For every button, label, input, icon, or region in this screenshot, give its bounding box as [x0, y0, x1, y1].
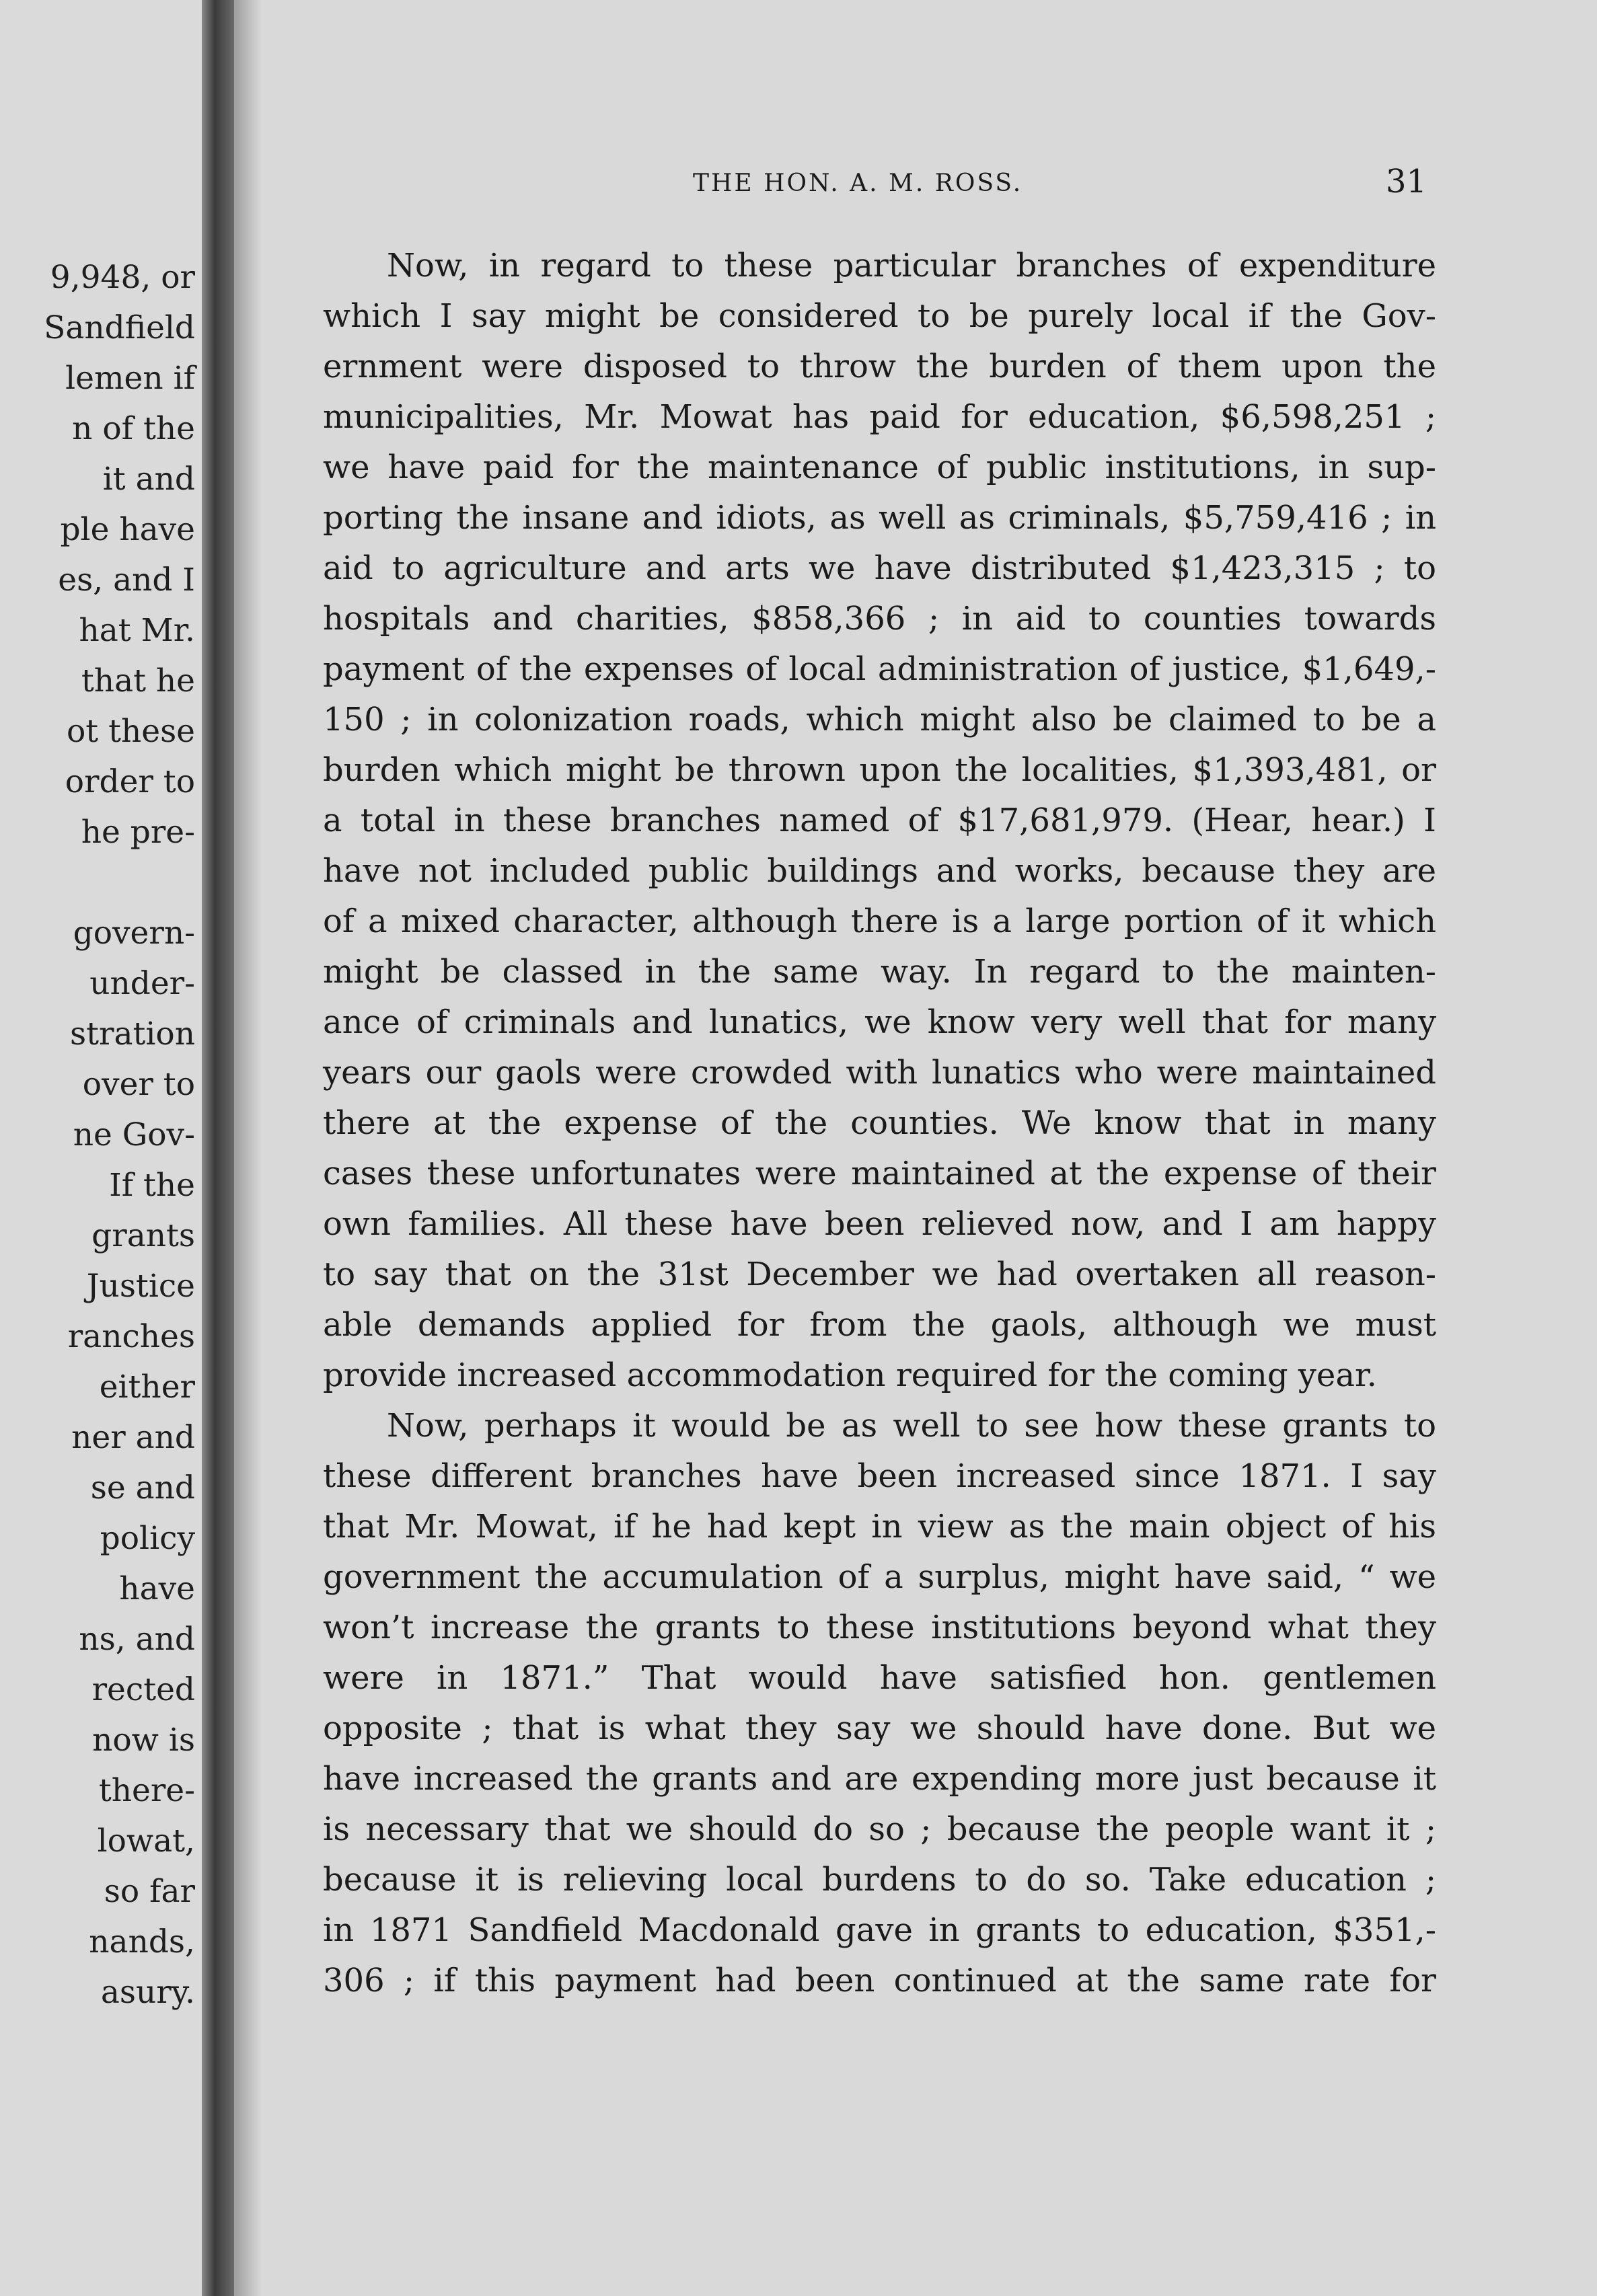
body-line: own families. All these have been relieved now, and I am happy: [323, 1205, 1436, 1243]
left-page-line: so far: [104, 1873, 195, 1910]
body-line: payment of the expenses of local administration of justice, $1,649,-: [323, 650, 1436, 688]
left-page-line: under-: [89, 965, 195, 1002]
left-page-line: govern-: [73, 915, 195, 952]
left-page-line: If the: [109, 1167, 195, 1204]
left-page-line: lowat,: [97, 1823, 195, 1860]
body-line: a total in these branches named of $17,681,979. (Hear, hear.) I: [323, 802, 1436, 839]
left-page-line: he pre-: [81, 814, 195, 851]
left-page-fragment: [0, 0, 202, 2296]
body-line: 150 ; in colonization roads, which might also be claimed to be a: [323, 701, 1436, 738]
left-page-line: ner and: [71, 1419, 195, 1456]
body-line: is necessary that we should do so ; because the people want it ;: [323, 1810, 1436, 1848]
body-line: burden which might be thrown upon the localities, $1,393,481, or: [323, 751, 1436, 789]
body-line: years our gaols were crowded with lunatics who were maintained: [323, 1054, 1436, 1092]
running-head: THE HON. A. M. ROSS.: [693, 169, 1023, 197]
left-page-line: grants: [91, 1217, 195, 1254]
body-line: ance of criminals and lunatics, we know very well that for many: [323, 1003, 1436, 1041]
left-page-line: hat Mr.: [79, 612, 195, 649]
body-line: have not included public buildings and works, because they are: [323, 852, 1436, 890]
left-page-line: order to: [65, 763, 195, 800]
body-line: that Mr. Mowat, if he had kept in view as the main object of his: [323, 1508, 1436, 1545]
left-page-line: there-: [98, 1772, 195, 1809]
left-page-line: Justice: [86, 1268, 195, 1305]
left-page-line: se and: [90, 1469, 195, 1506]
left-page-line: have: [119, 1570, 195, 1607]
body-line: to say that on the 31st December we had overtaken all reason-: [323, 1256, 1436, 1293]
body-line: we have paid for the maintenance of public institutions, in sup-: [323, 449, 1436, 486]
left-page-line: nands,: [89, 1923, 195, 1960]
body-line: there at the expense of the counties. We know that in many: [323, 1104, 1436, 1142]
body-line: were in 1871.” That would have satisfied hon. gentlemen: [323, 1659, 1436, 1697]
left-page-line: ple have: [60, 511, 195, 548]
body-line: porting the insane and idiots, as well as criminals, $5,759,416 ; in: [323, 499, 1436, 537]
body-line: these different branches have been increased since 1871. I say: [323, 1457, 1436, 1495]
left-page-line: n of the: [72, 410, 195, 447]
body-line: provide increased accommodation required for the coming year.: [323, 1356, 1377, 1394]
left-page-line: rected: [91, 1671, 195, 1708]
left-page-line: now is: [92, 1722, 195, 1759]
body-line: Now, in regard to these particular branches of expenditure: [387, 247, 1436, 284]
left-page-line: ns, and: [79, 1621, 195, 1658]
body-line: of a mixed character, although there is a large portion of it which: [323, 903, 1436, 940]
book-gutter: [202, 0, 234, 2296]
body-line: opposite ; that is what they say we should have done. But we: [323, 1710, 1436, 1747]
body-line: won’t increase the grants to these institutions beyond what they: [323, 1609, 1436, 1646]
left-page-line: Sandfield: [44, 309, 195, 346]
body-line: municipalities, Mr. Mowat has paid for education, $6,598,251 ;: [323, 398, 1436, 436]
left-page-line: 9,948, or: [50, 259, 195, 296]
left-page-line: stration: [70, 1016, 195, 1053]
left-page-line: lemen if: [65, 360, 195, 397]
left-page-line: either: [99, 1369, 195, 1406]
body-line: which I say might be considered to be purely local if the Gov-: [323, 297, 1436, 335]
left-page-line: policy: [100, 1520, 195, 1557]
left-page-line: es, and I: [58, 562, 195, 599]
body-line: Now, perhaps it would be as well to see how these grants to: [387, 1407, 1436, 1445]
left-page-line: over to: [82, 1066, 195, 1103]
left-page-line: ranches: [67, 1318, 195, 1355]
page-number: 31: [1386, 163, 1427, 200]
body-line: ernment were disposed to throw the burden of them upon the: [323, 348, 1436, 385]
body-line: cases these unfortunates were maintained at the expense of their: [323, 1155, 1436, 1192]
left-page-line: that he: [81, 662, 195, 699]
left-page-line: asury.: [100, 1974, 195, 2011]
left-page-line: ne Gov-: [73, 1116, 195, 1153]
body-line: have increased the grants and are expending more just because it: [323, 1760, 1436, 1798]
body-line: 306 ; if this payment had been continued at the same rate for: [323, 1962, 1436, 1999]
body-line: aid to agriculture and arts we have distributed $1,423,315 ; to: [323, 549, 1436, 587]
body-line: because it is relieving local burdens to do so. Take education ;: [323, 1861, 1436, 1899]
left-page-line: ot these: [66, 713, 195, 750]
body-line: government the accumulation of a surplus, might have said, “ we: [323, 1558, 1436, 1596]
gutter-shadow: [234, 0, 261, 2296]
body-line: in 1871 Sandfield Macdonald gave in grants to education, $351,-: [323, 1911, 1436, 1949]
body-line: hospitals and charities, $858,366 ; in aid to counties towards: [323, 600, 1436, 638]
left-page-line: it and: [102, 461, 195, 498]
body-line: might be classed in the same way. In regard to the mainten-: [323, 953, 1436, 991]
body-line: able demands applied for from the gaols, although we must: [323, 1306, 1436, 1344]
